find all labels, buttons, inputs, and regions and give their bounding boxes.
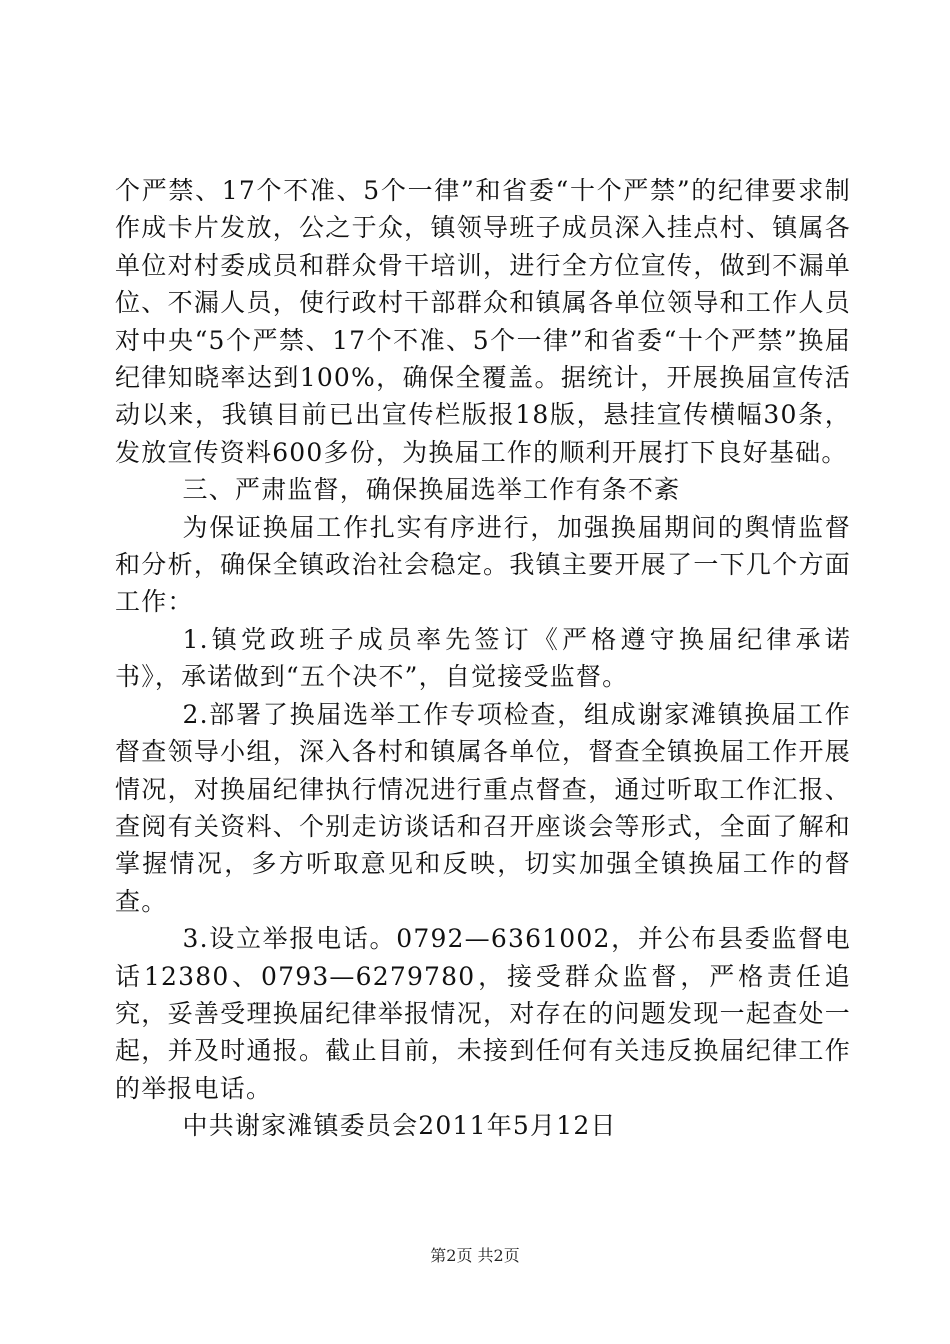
- list-item-3: 3.设立举报电话。0792—6361002，并公布县委监督电话12380、0793—6279780，接受群众监督，严格责任追究，妥善受理换届纪律举报情况，对存在的问题发现一起查处一起，并及时通报。截止目前，未接到任何有关违反换届纪律工作的举报电话。: [115, 924, 851, 1103]
- signature-date-line: 中共谢家滩镇委员会2011年5月12日: [182, 1111, 617, 1141]
- page-footer: 第2页 共2页: [430, 1246, 520, 1265]
- list-item-1: 1.镇党政班子成员率先签订《严格遵守换届纪律承诺书》，承诺做到“五个决不”，自觉接受监督。: [115, 624, 851, 692]
- list-item-2: 2.部署了换届选举工作专项检查，组成谢家滩镇换届工作督查领导小组，深入各村和镇属各单位，督查全镇换届工作开展情况，对换届纪律执行情况进行重点督查，通过听取工作汇报、查阅有关资料、个别走访谈话和召开座谈会等形式，全面了解和掌握情况，多方听取意见和反映，切实加强全镇换届工作的督查。: [115, 699, 851, 916]
- paragraph-supervision-intro: 为保证换届工作扎实有序进行，加强换届期间的舆情监督和分析，确保全镇政治社会稳定。我镇主要开展了一下几个方面工作：: [115, 512, 851, 617]
- paragraph-propaganda-continuation: 个严禁、17个不准、5个一律”和省委“十个严禁”的纪律要求制作成卡片发放，公之于众，镇领导班子成员深入挂点村、镇属各单位对村委成员和群众骨干培训，进行全方位宣传，做到不漏单位、不漏人员，使行政村干部群众和镇属各单位领导和工作人员对中央“5个严禁、17个不准、5个一律”和省委“十个严禁”换届纪律知晓率达到100%，确保全覆盖。据统计，开展换届宣传活动以来，我镇目前已出宣传栏版报18版，悬挂宣传横幅30条，发放宣传资料600多份，为换届工作的顺利开展打下良好基础。: [115, 176, 851, 467]
- document-body: [115, 172, 851, 1145]
- section-heading-supervision: 三、严肃监督，确保换届选举工作有条不紊: [182, 475, 681, 505]
